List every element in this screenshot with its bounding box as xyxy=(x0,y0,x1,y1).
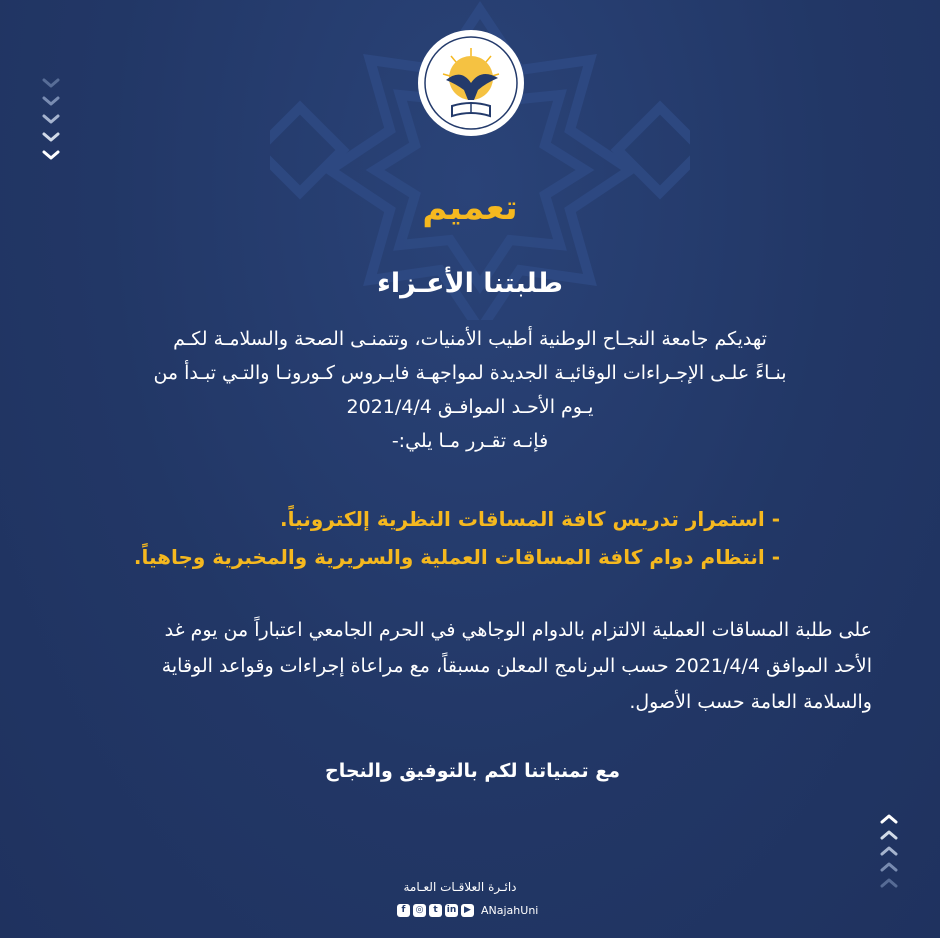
closing-wishes: مع تمنياتنا لكم بالتوفيق والنجاح xyxy=(325,760,620,782)
decisions-list xyxy=(80,500,780,576)
intro-paragraph xyxy=(150,322,790,458)
notice-line: والسلامة العامة حسب الأصول. xyxy=(629,691,872,713)
twitter-icon[interactable]: t xyxy=(429,904,442,917)
instagram-icon[interactable]: ◎ xyxy=(413,904,426,917)
chevron-up-decoration-icon xyxy=(878,812,900,890)
university-logo-icon xyxy=(416,28,526,138)
youtube-icon[interactable]: ▶ xyxy=(461,904,474,917)
decision-item: - استمرار تدريس كافة المساقات النظرية إلكترونياً. xyxy=(280,507,780,531)
announcement-title: تعميم xyxy=(422,188,518,228)
intro-line: تهديكم جامعة النجـاح الوطنية أطيب الأمنيات، وتتمنـى الصحة والسلامـة لكـم xyxy=(173,328,767,350)
facebook-icon[interactable]: f xyxy=(397,904,410,917)
linkedin-icon[interactable]: in xyxy=(446,905,457,915)
intro-line: بنـاءً علـى الإجـراءات الوقائيـة الجديدة لمواجهـة فايـروس كـورونـا والتـي تبـدأ من xyxy=(153,362,787,384)
social-handle[interactable]: ANajahUni xyxy=(481,903,539,917)
chevron-down-decoration-icon xyxy=(40,76,62,176)
social-links xyxy=(397,902,538,918)
intro-line: فإنـه تقـرر مـا يلي:- xyxy=(391,430,549,452)
notice-line: على طلبة المساقات العملية الالتزام بالدوام الوجاهي في الحرم الجامعي اعتباراً من يوم غد xyxy=(164,619,872,641)
intro-line: يـوم الأحـد الموافـق 2021/4/4 xyxy=(346,396,594,418)
notice-paragraph xyxy=(60,612,872,720)
department-name: دائـرة العلاقـات العـامة xyxy=(403,880,517,894)
notice-line: الأحد الموافق 2021/4/4 حسب البرنامج المعلن مسبقاً، مع مراعاة إجراءات وقواعد الوقاية xyxy=(161,655,872,677)
greeting-heading: طلبتنا الأعـزاء xyxy=(377,268,563,299)
decision-item: - انتظام دوام كافة المساقات العملية والسريرية والمخبرية وجاهياً. xyxy=(133,545,780,569)
